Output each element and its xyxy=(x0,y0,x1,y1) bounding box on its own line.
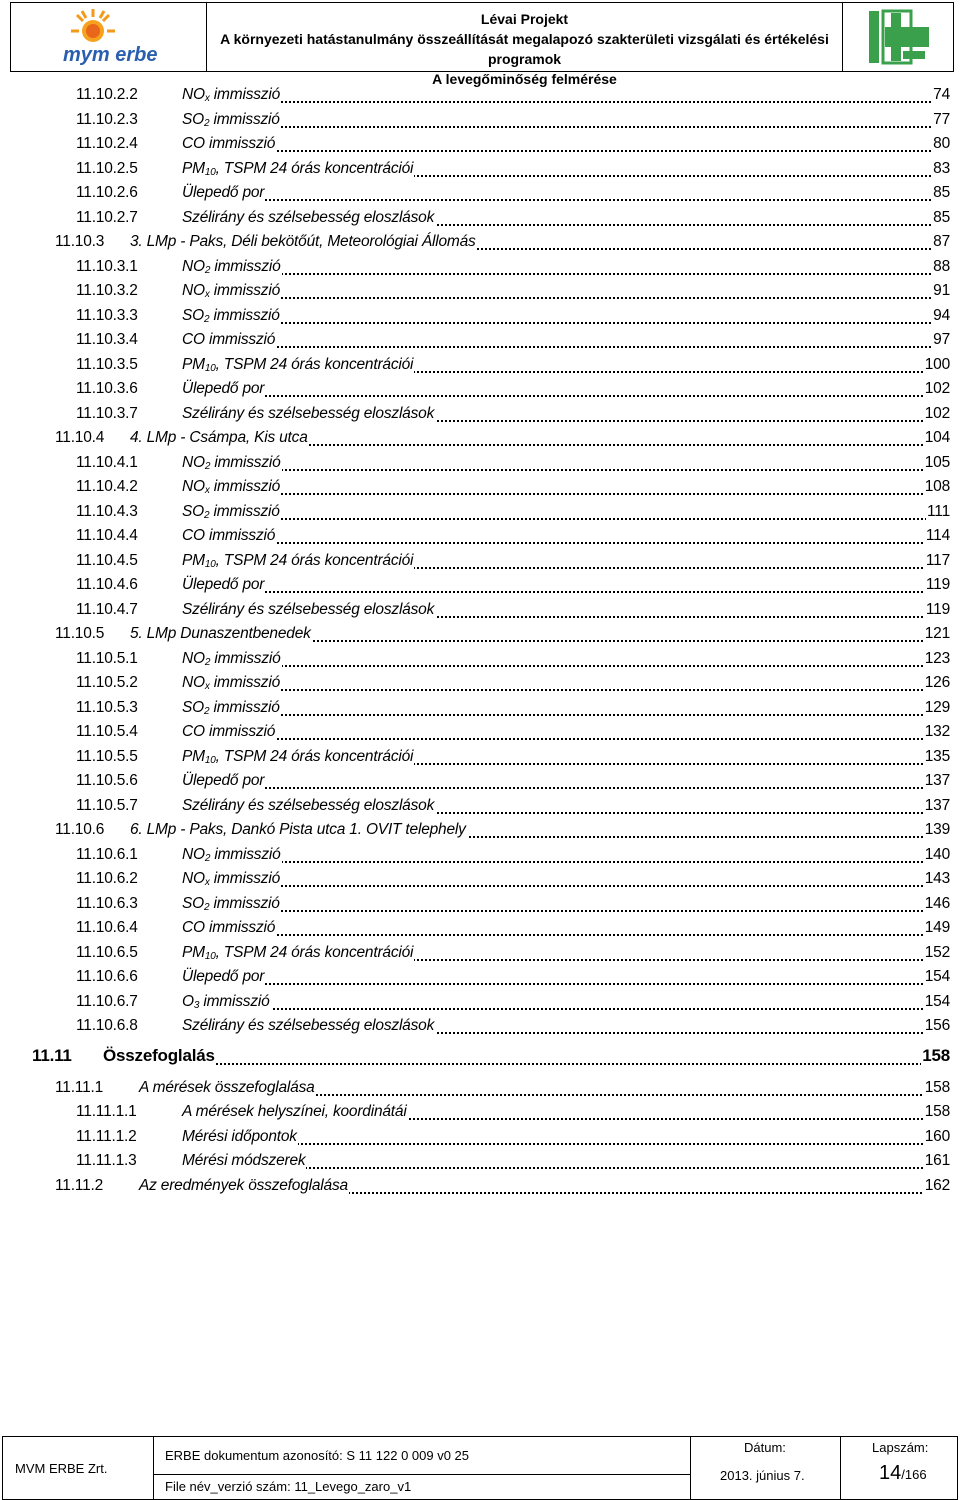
toc-entry-page: 139 xyxy=(924,821,950,838)
toc-leader-dots xyxy=(182,199,950,201)
toc-entry[interactable] xyxy=(0,623,950,645)
company-logo xyxy=(11,3,207,71)
toc-leader-dots xyxy=(182,126,950,128)
toc-entry-page: 74 xyxy=(933,86,950,103)
toc-entry-page: 94 xyxy=(933,306,950,324)
toc-leader-dots xyxy=(182,150,950,152)
toc-entry-title: Az eredmények összefoglalása xyxy=(139,1176,348,1194)
toc-entry-title: $PM_{10}$, TSPM 24 órás koncentrációi xyxy=(182,943,414,962)
svg-text:mym erbe: mym erbe xyxy=(63,44,158,66)
toc-entry-title: Összefoglalás xyxy=(103,1045,215,1065)
toc-entry-page: 83 xyxy=(933,159,950,177)
toc-entry[interactable] xyxy=(0,329,950,351)
toc-entry-page: 102 xyxy=(924,380,950,397)
toc-entry-page: 102 xyxy=(924,404,950,422)
toc-entry-number: 11.10.4.7 xyxy=(76,600,138,618)
toc-entry-page: 154 xyxy=(924,968,950,985)
toc-entry-number: 11.11 xyxy=(32,1045,72,1065)
toc-entry[interactable] xyxy=(0,1150,950,1172)
toc-entry-title: Ülepedő por xyxy=(182,576,265,593)
toc-entry[interactable] xyxy=(0,256,950,278)
toc-entry-title: $NO_x$ immisszió xyxy=(182,86,281,104)
toc-entry-page: 154 xyxy=(924,992,950,1010)
toc-entry-number: 11.10.4 xyxy=(55,429,105,446)
toc-entry-title: CO immisszió xyxy=(182,527,276,544)
toc-entry[interactable] xyxy=(0,672,950,694)
toc-entry-page: 97 xyxy=(933,331,950,348)
toc-entry-page: 161 xyxy=(924,1152,950,1169)
toc-entry-number: 11.10.6 xyxy=(55,821,105,838)
toc-leader-dots xyxy=(182,591,950,593)
toc-entry-page: 135 xyxy=(924,747,950,765)
toc-entry-number: 11.10.5.1 xyxy=(76,649,138,667)
toc-entry-title: Ülepedő por xyxy=(182,968,265,985)
toc-entry[interactable] xyxy=(0,1046,950,1068)
toc-entry-page: 137 xyxy=(924,772,950,789)
toc-entry-title: $NO_2$ immisszió xyxy=(182,257,281,276)
project-name: Lévai Projekt xyxy=(480,11,569,27)
toc-entry-page: 146 xyxy=(924,894,950,912)
toc-entry-page: 123 xyxy=(924,649,950,667)
toc-entry-number: 11.10.4.5 xyxy=(76,551,138,569)
toc-entry-title: 5. LMp Dunaszentbenedek xyxy=(130,625,311,642)
toc-leader-dots xyxy=(182,714,950,716)
toc-entry-title: $SO_2$ immisszió xyxy=(182,110,280,129)
toc-entry-number: 11.10.5.7 xyxy=(76,796,138,814)
toc-entry-page: 111 xyxy=(927,502,950,520)
footer-doc-id: ERBE dokumentum azonosító: S 11 122 0 009 v0 25 xyxy=(165,1448,470,1463)
toc-entry[interactable] xyxy=(0,721,950,743)
toc-entry-page: 119 xyxy=(925,600,950,618)
toc-entry[interactable] xyxy=(0,844,950,866)
toc-entry-number: 11.10.4.2 xyxy=(76,478,138,495)
toc-entry-number: 11.10.3.1 xyxy=(76,257,138,275)
toc-entry-page: 126 xyxy=(924,674,950,691)
toc-entry[interactable] xyxy=(0,599,950,621)
toc-entry[interactable] xyxy=(0,868,950,890)
toc-entry-title: A mérések helyszínei, koordinátái xyxy=(182,1103,407,1120)
toc-entry[interactable] xyxy=(0,1175,950,1197)
toc-entry-title: $PM_{10}$, TSPM 24 órás koncentrációi xyxy=(182,551,414,570)
toc-entry-title: Szélirány és szélsebesség eloszlások xyxy=(182,208,435,226)
cross-logo xyxy=(843,3,953,71)
toc-entry[interactable] xyxy=(0,109,950,131)
toc-leader-dots xyxy=(103,1063,950,1065)
toc-entry-page: 156 xyxy=(924,1017,950,1034)
toc-entry[interactable] xyxy=(0,1126,950,1148)
toc-entry-title: $SO_2$ immisszió xyxy=(182,894,280,913)
toc-entry-title: $NO_x$ immisszió xyxy=(182,282,281,300)
toc-entry[interactable] xyxy=(0,84,950,106)
toc-entry[interactable] xyxy=(0,1015,950,1037)
toc-leader-dots xyxy=(182,493,950,495)
toc-entry-page: 85 xyxy=(933,184,950,201)
toc-entry-number: 11.10.3.7 xyxy=(76,404,138,422)
toc-entry-number: 11.11.1 xyxy=(55,1078,104,1096)
toc-leader-dots xyxy=(182,885,950,887)
footer-page-label: Lapszám: xyxy=(872,1440,929,1455)
toc-entry[interactable] xyxy=(0,378,950,400)
toc-entry-page: 80 xyxy=(933,135,950,152)
toc-entry-title: $SO_2$ immisszió xyxy=(182,502,280,521)
toc-entry-title: Mérési módszerek xyxy=(182,1152,306,1169)
header-title-block xyxy=(207,3,843,87)
toc-entry-page: 105 xyxy=(924,453,950,471)
toc-entry-number: 11.11.1.1 xyxy=(76,1103,137,1120)
toc-entry-page: 137 xyxy=(924,796,950,814)
toc-entry[interactable] xyxy=(0,697,950,719)
toc-entry-title: $NO_2$ immisszió xyxy=(182,453,281,472)
toc-leader-dots xyxy=(182,469,950,471)
toc-entry-page: 119 xyxy=(925,576,950,593)
toc-entry-page: 143 xyxy=(924,870,950,887)
toc-leader-dots xyxy=(182,1008,950,1010)
toc-entry[interactable] xyxy=(0,746,950,768)
toc-entry-page: 117 xyxy=(925,551,950,569)
toc-entry[interactable] xyxy=(0,501,950,523)
toc-entry-title: 4. LMp - Csámpa, Kis utca xyxy=(130,429,308,446)
toc-entry-number: 11.10.3 xyxy=(55,233,105,250)
toc-entry-page: 88 xyxy=(933,257,950,275)
toc-entry-title: $NO_x$ immisszió xyxy=(182,478,281,496)
toc-entry-number: 11.10.3.6 xyxy=(76,380,138,397)
toc-entry-number: 11.10.6.5 xyxy=(76,943,138,961)
toc-entry-number: 11.10.6.8 xyxy=(76,1017,138,1034)
toc-entry-title: $NO_2$ immisszió xyxy=(182,649,281,668)
toc-entry-page: 121 xyxy=(924,625,950,642)
toc-entry-number: 11.10.5 xyxy=(55,625,105,642)
toc-entry[interactable] xyxy=(0,476,950,498)
toc-leader-dots xyxy=(182,910,950,912)
toc-entry-title: CO immisszió xyxy=(182,135,276,152)
toc-entry[interactable] xyxy=(0,354,950,376)
footer-file-name: File név_verzió szám: 11_Levego_zaro_v1 xyxy=(165,1479,412,1494)
toc-entry-number: 11.10.6.6 xyxy=(76,968,138,985)
toc-entry-number: 11.10.2.4 xyxy=(76,135,138,152)
toc-entry-title: Szélirány és szélsebesség eloszlások xyxy=(182,796,435,814)
toc-entry[interactable] xyxy=(0,648,950,670)
toc-entry[interactable] xyxy=(0,525,950,547)
toc-entry[interactable] xyxy=(0,550,950,572)
toc-entry-number: 11.10.2.5 xyxy=(76,159,138,177)
toc-leader-dots xyxy=(182,787,950,789)
toc-entry-number: 11.10.5.2 xyxy=(76,674,138,691)
toc-entry-page: 108 xyxy=(924,478,950,495)
toc-entry[interactable] xyxy=(0,158,950,180)
toc-entry-title: $O_3$ immisszió xyxy=(182,992,270,1011)
toc-entry-number: 11.10.5.4 xyxy=(76,723,138,740)
toc-entry-page: 149 xyxy=(924,919,950,936)
toc-entry-page: 100 xyxy=(924,355,950,373)
toc-entry-title: $NO_2$ immisszió xyxy=(182,845,281,864)
footer-company: MVM ERBE Zrt. xyxy=(15,1461,108,1476)
toc-entry-page: 160 xyxy=(924,1127,950,1145)
footer-date: 2013. június 7. xyxy=(720,1468,805,1483)
toc-entry-title: $PM_{10}$, TSPM 24 órás koncentrációi xyxy=(182,159,414,178)
toc-entry-number: 11.10.3.5 xyxy=(76,355,138,373)
toc-entry-number: 11.10.6.4 xyxy=(76,919,138,936)
toc-entry-title: Mérési időpontok xyxy=(182,1127,297,1145)
toc-entry[interactable] xyxy=(0,917,950,939)
toc-entry-number: 11.10.5.3 xyxy=(76,698,138,716)
toc-entry-number: 11.10.6.7 xyxy=(76,992,138,1010)
toc-entry-title: CO immisszió xyxy=(182,331,276,348)
toc-entry-page: 162 xyxy=(924,1176,950,1194)
toc-entry-title: $PM_{10}$, TSPM 24 órás koncentrációi xyxy=(182,747,414,766)
toc-leader-dots xyxy=(182,689,950,691)
toc-leader-dots xyxy=(182,518,950,520)
toc-entry-page: 140 xyxy=(924,845,950,863)
toc-entry[interactable] xyxy=(0,574,950,596)
toc-entry-title: Ülepedő por xyxy=(182,772,265,789)
toc-leader-dots xyxy=(182,346,950,348)
toc-entry-number: 11.10.5.5 xyxy=(76,747,138,765)
toc-entry-page: 85 xyxy=(933,208,950,226)
toc-entry-title: Szélirány és szélsebesség eloszlások xyxy=(182,600,435,618)
toc-entry-title: $NO_x$ immisszió xyxy=(182,870,281,888)
toc-entry-number: 11.11.1.2 xyxy=(76,1127,137,1145)
toc-entry[interactable] xyxy=(0,1077,950,1099)
toc-entry-title: $SO_2$ immisszió xyxy=(182,306,280,325)
toc-entry-number: 11.10.4.1 xyxy=(76,453,138,471)
toc-entry-title: A mérések összefoglalása xyxy=(139,1078,315,1096)
toc-entry-title: $SO_2$ immisszió xyxy=(182,698,280,717)
toc-leader-dots xyxy=(182,738,950,740)
toc-entry-page: 132 xyxy=(924,723,950,740)
toc-entry-number: 11.10.6.1 xyxy=(76,845,138,863)
toc-leader-dots xyxy=(182,297,950,299)
toc-entry[interactable] xyxy=(0,403,950,425)
toc-entry-number: 11.11.2 xyxy=(55,1176,104,1194)
toc-entry[interactable] xyxy=(0,305,950,327)
toc-entry-title: 6. LMp - Paks, Dankó Pista utca 1. OVIT telephely xyxy=(130,821,466,838)
toc-entry[interactable] xyxy=(0,1101,950,1123)
toc-entry[interactable] xyxy=(0,427,950,449)
toc-entry-page: 152 xyxy=(924,943,950,961)
section-title: A levegőminőség felmérése xyxy=(432,71,617,87)
toc-leader-dots xyxy=(182,861,950,863)
toc-entry-title: Szélirány és szélsebesség eloszlások xyxy=(182,1017,435,1034)
page-footer xyxy=(2,1436,958,1500)
toc-entry-title: Ülepedő por xyxy=(182,380,265,397)
toc-entry-number: 11.10.5.6 xyxy=(76,772,138,789)
toc-entry-title: CO immisszió xyxy=(182,723,276,740)
toc-entry-page: 158 xyxy=(924,1103,950,1120)
toc-entry-number: 11.10.4.6 xyxy=(76,576,138,593)
toc-entry[interactable] xyxy=(0,991,950,1013)
toc-entry-page: 77 xyxy=(933,110,950,128)
toc-entry-number: 11.10.2.7 xyxy=(76,208,138,226)
toc-entry-page: 129 xyxy=(924,698,950,716)
toc-entry[interactable] xyxy=(0,133,950,155)
toc-leader-dots xyxy=(182,273,950,275)
toc-entry-page: 91 xyxy=(933,282,950,299)
toc-entry-number: 11.10.4.4 xyxy=(76,527,138,544)
toc-entry-number: 11.10.2.6 xyxy=(76,184,138,201)
toc-entry[interactable] xyxy=(0,795,950,817)
toc-entry[interactable] xyxy=(0,819,950,841)
toc-entry-number: 11.10.3.2 xyxy=(76,282,138,299)
toc-leader-dots xyxy=(182,542,950,544)
toc-entry-title: $NO_x$ immisszió xyxy=(182,674,281,692)
toc-leader-dots xyxy=(182,101,950,103)
toc-entry-title: Ülepedő por xyxy=(182,184,265,201)
toc-entry-page: 87 xyxy=(933,233,950,250)
toc-entry[interactable] xyxy=(0,207,950,229)
toc-entry-number: 11.11.1.3 xyxy=(76,1152,137,1169)
toc-entry-number: 11.10.2.2 xyxy=(76,86,138,103)
footer-date-label: Dátum: xyxy=(744,1440,786,1455)
toc-leader-dots xyxy=(182,665,950,667)
toc-leader-dots xyxy=(182,395,950,397)
toc-entry-page: 158 xyxy=(924,1078,950,1096)
toc-leader-dots xyxy=(182,934,950,936)
toc-entry-page: 114 xyxy=(925,527,950,544)
toc-entry-number: 11.10.6.3 xyxy=(76,894,138,912)
toc-entry[interactable] xyxy=(0,893,950,915)
toc-entry-title: 3. LMp - Paks, Déli bekötőút, Meteorológiai Állomás xyxy=(130,233,476,250)
toc-entry-title: CO immisszió xyxy=(182,919,276,936)
toc-entry-page: 104 xyxy=(924,429,950,446)
toc-entry-number: 11.10.2.3 xyxy=(76,110,138,128)
toc-entry[interactable] xyxy=(0,231,950,253)
toc-entry[interactable] xyxy=(0,452,950,474)
toc-leader-dots xyxy=(182,322,950,324)
toc-entry[interactable] xyxy=(0,182,950,204)
toc-entry[interactable] xyxy=(0,942,950,964)
page-header xyxy=(10,2,954,87)
toc-leader-dots xyxy=(182,983,950,985)
toc-entry-number: 11.10.3.4 xyxy=(76,331,138,348)
toc-entry[interactable] xyxy=(0,966,950,988)
toc-entry-number: 11.10.4.3 xyxy=(76,502,138,520)
toc-entry-title: $PM_{10}$, TSPM 24 órás koncentrációi xyxy=(182,355,414,374)
toc-entry-title: Szélirány és szélsebesség eloszlások xyxy=(182,404,435,422)
toc-entry-number: 11.10.6.2 xyxy=(76,870,138,887)
document-subtitle: A környezeti hatástanulmány összeállítását megalapozó szakterületi vizsgálati és értékelési programok xyxy=(220,31,829,67)
toc-entry-number: 11.10.3.3 xyxy=(76,306,138,324)
toc-entry-page: 158 xyxy=(922,1045,950,1065)
footer-page-number: 14/166 xyxy=(879,1462,927,1484)
toc-entry[interactable] xyxy=(0,280,950,302)
toc-entry[interactable] xyxy=(0,770,950,792)
